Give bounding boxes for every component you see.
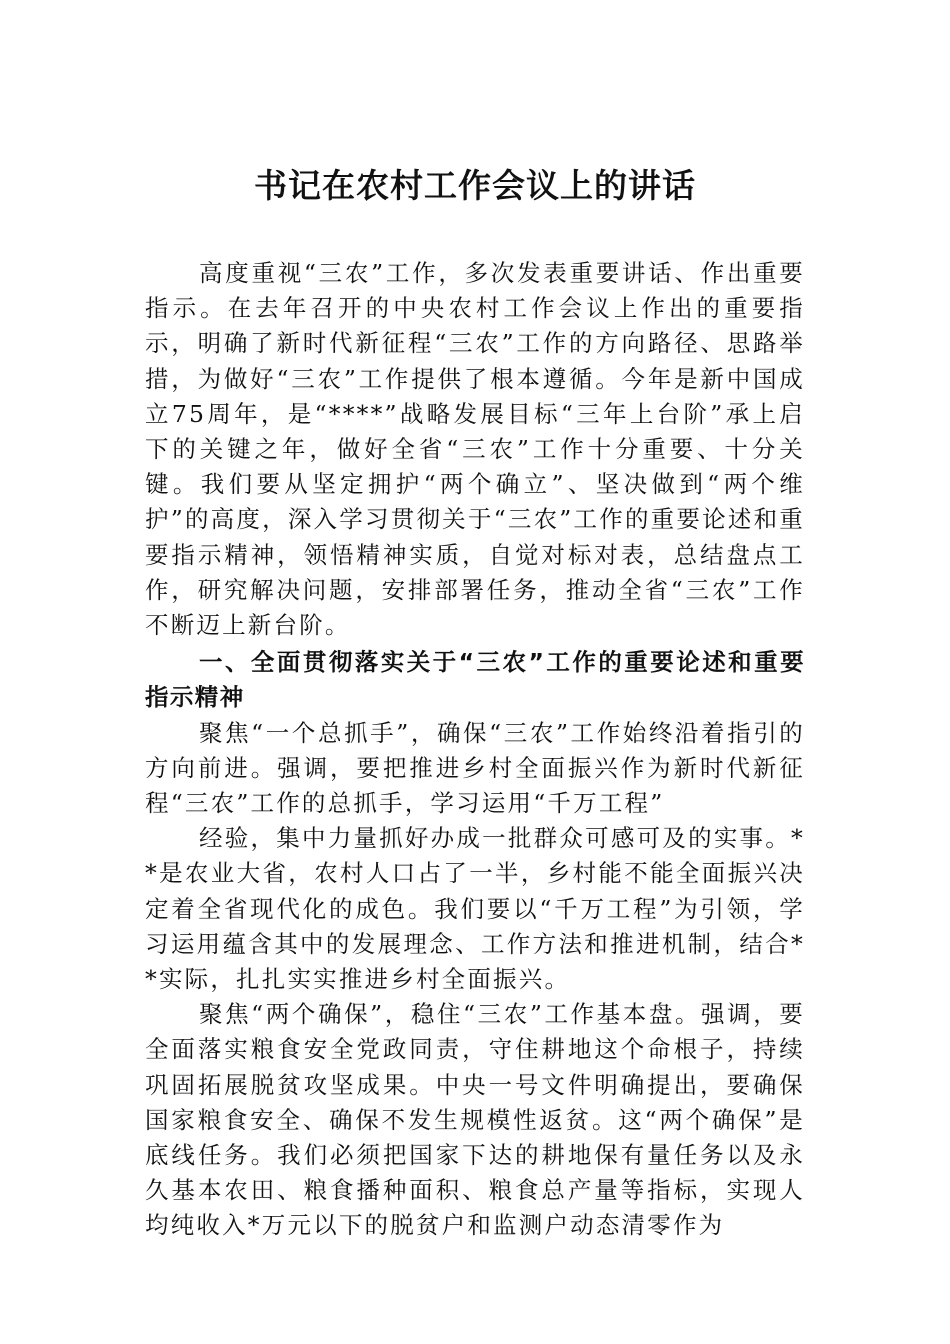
body-paragraph: 聚焦“一个总抓手”，确保“三农”工作始终沿着指引的方向前进。强调，要把推进乡村全面振兴作为新时代新征程“三农”工作的总抓手，学习运用“千万工程”: [145, 718, 805, 818]
body-paragraph: 经验，集中力量抓好办成一批群众可感可及的实事。**是农业大省，农村人口占了一半，乡村能不能全面振兴决定着全省现代化的成色。我们要以“千万工程”为引领，学习运用蕴含其中的发展理念、工作方法和推进机制，结合**实际，扎扎实实推进乡村全面振兴。: [145, 824, 805, 994]
section-heading-1: 一、全面贯彻落实关于“三农”工作的重要论述和重要指示精神: [145, 648, 805, 712]
document-body: [145, 256, 805, 1244]
body-paragraph: 聚焦“两个确保”，稳住“三农”工作基本盘。强调，要全面落实粮食安全党政同责，守住耕地这个命根子，持续巩固拓展脱贫攻坚成果。中央一号文件明确提出，要确保国家粮食安全、确保不发生规模性返贫。这“两个确保”是底线任务。我们必须把国家下达的耕地保有量任务以及永久基本农田、粮食播种面积、粮食总产量等指标，实现人均纯收入*万元以下的脱贫户和监测户动态清零作为: [145, 1000, 805, 1240]
document-title: 书记在农村工作会议上的讲话: [254, 166, 696, 205]
intro-paragraph: 高度重视“三农”工作，多次发表重要讲话、作出重要指示。在去年召开的中央农村工作会议上作出的重要指示，明确了新时代新征程“三农”工作的方向路径、思路举措，为做好“三农”工作提供了根本遵循。今年是新中国成立75周年，是“****”战略发展目标“三年上台阶”承上启下的关键之年，做好全省“三农”工作十分重要、十分关键。我们要从坚定拥护“两个确立”、坚决做到“两个维护”的高度，深入学习贯彻关于“三农”工作的重要论述和重要指示精神，领悟精神实质，自觉对标对表，总结盘点工作，研究解决问题，安排部署任务，推动全省“三农”工作不断迈上新台阶。: [145, 259, 805, 640]
